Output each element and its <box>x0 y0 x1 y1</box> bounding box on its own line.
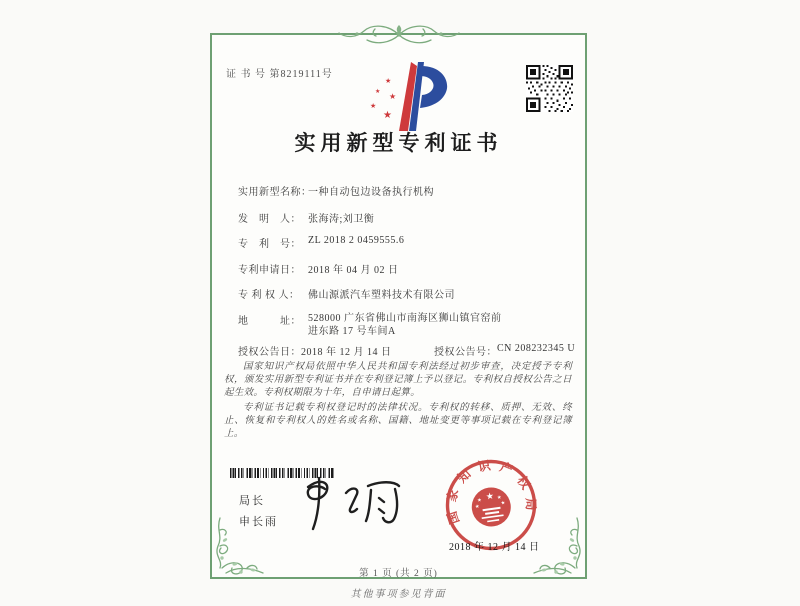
svg-text:★: ★ <box>476 497 483 504</box>
field-address <box>238 312 506 338</box>
national-emblem-icon <box>469 485 513 529</box>
svg-text:★: ★ <box>385 77 392 85</box>
field-label: 发 明 人： <box>238 214 301 225</box>
director-title: 局长 <box>239 495 265 507</box>
legal-paragraph-1: 国家知识产权局依照中华人民共和国专利法经过初步审查，决定授予专利权，颁发实用新型专利证书并在专利登记簿上予以登记。专利权自授权公告之日起生效。专利权期限为十年，自申请日起算。 <box>224 362 572 398</box>
svg-text:★: ★ <box>389 92 397 101</box>
svg-text:★: ★ <box>485 491 495 503</box>
svg-text:★: ★ <box>375 88 381 95</box>
field-value: 2018 年 12 月 14 日 <box>301 347 392 358</box>
field-value: ZL 2018 2 0459555.6 <box>308 235 405 246</box>
issue-date: 2018 年 12 月 14 日 <box>449 542 540 553</box>
reverse-side-note: 其他事项参见背面 <box>350 589 447 600</box>
svg-text:★: ★ <box>496 494 502 502</box>
page-number: 第 1 页 (共 2 页) <box>359 569 438 579</box>
field-label: 实用新型名称： <box>238 187 312 198</box>
field-filing-date <box>238 261 399 276</box>
field-utility-model-name <box>238 183 434 198</box>
field-label: 专 利 号： <box>238 239 301 250</box>
grant-date <box>238 347 392 358</box>
certificate-page <box>210 33 587 579</box>
field-value: 张海涛;刘卫衡 <box>308 214 375 225</box>
svg-text:★: ★ <box>474 503 481 511</box>
field-value: CN 208232345 U <box>497 343 576 354</box>
director-name: 申长雨 <box>239 516 278 528</box>
field-label: 授权公告日： <box>238 347 301 358</box>
field-patentee <box>238 286 455 301</box>
field-patent-number <box>238 235 404 250</box>
seal-arc-text: 国家知识产权局 <box>444 458 538 526</box>
field-value: 2018 年 04 月 02 日 <box>308 265 399 276</box>
certificate-number: 证 书 号 第8219111号 <box>226 69 333 80</box>
field-label: 授权公告号： <box>434 347 497 358</box>
certificate-title: 实用新型专利证书 <box>294 131 503 155</box>
director-signature-icon <box>294 473 412 537</box>
grant-number <box>434 343 575 358</box>
svg-text:★: ★ <box>500 500 506 507</box>
svg-text:★: ★ <box>383 110 392 121</box>
field-label: 专利申请日： <box>238 265 301 276</box>
field-inventors <box>238 210 374 225</box>
field-value: 一种自动包边设备执行机构 <box>308 187 434 198</box>
field-grant-row <box>238 343 576 358</box>
svg-text:★: ★ <box>370 102 377 110</box>
field-value: 528000 广东省佛山市南海区狮山镇官窑前进东路 17 号车间A <box>308 313 502 337</box>
legal-text <box>224 361 572 443</box>
field-value: 佛山源派汽车塑料技术有限公司 <box>308 290 455 301</box>
field-label: 专 利 权 人： <box>238 290 300 301</box>
legal-paragraph-2: 专利证书记载专利权登记时的法律状况。专利权的转移、质押、无效、终止、恢复和专利权人的姓名或名称、国籍、地址变更等事项记载在专利登记簿上。 <box>224 403 572 439</box>
field-label: 地 址： <box>238 316 301 327</box>
corner-flourish-left-icon <box>213 516 269 576</box>
